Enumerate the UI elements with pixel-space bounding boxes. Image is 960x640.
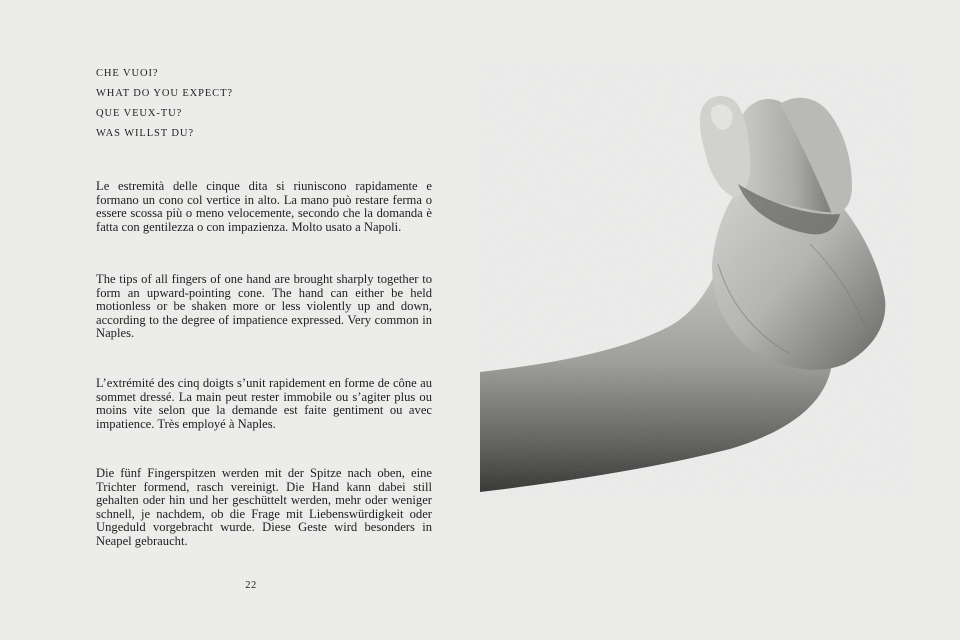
title-english: WHAT DO YOU EXPECT? (96, 88, 233, 99)
title-german: WAS WILLST DU? (96, 128, 194, 139)
paragraph-german: Die fünf Fingerspitzen werden mit der Spitze nach oben, eine Trichter formend, rasch vereinigt. Die Hand kann dabei still gehalten oder hin und her geschüttelt werden, mehr oder weniger schnell, je nachdem, ob die Frage mit Liebenswürdigkeit oder Ungeduld vorgebracht wurde. Diese Geste wird besonders in Neapel gebraucht. (96, 466, 432, 548)
paragraph-italian: Le estremità delle cinque dita si riuniscono rapidamente e formano un cono col vertice in alto. La mano può restare ferma o essere scossa più o meno velocemente, secondo che la domanda è fatta con gentilezza o con impazienza. Molto usato a Napoli. (96, 179, 432, 234)
page-number: 22 (245, 580, 257, 591)
photo-grain (480, 64, 912, 496)
gesture-titles (96, 64, 233, 144)
hand-gesture-photo (480, 64, 912, 496)
paragraph-english: The tips of all fingers of one hand are brought sharply together to form an upward-pointing cone. The hand can either be held motionless or be shaken more or less violently up and down, according to the degree of impatience expressed. Very common in Naples. (96, 272, 432, 340)
hand-gesture-illustration (480, 64, 912, 496)
paragraph-french: L’extrémité des cinq doigts s’unit rapidement en forme de cône au sommet dressé. La main peut rester immobile ou s’agiter plus ou moins vite selon que la demande est faite gentiment ou avec impatience. Très employé à Naples. (96, 376, 432, 431)
title-french: QUE VEUX-TU? (96, 108, 183, 119)
title-italian: CHE VUOI? (96, 68, 159, 79)
